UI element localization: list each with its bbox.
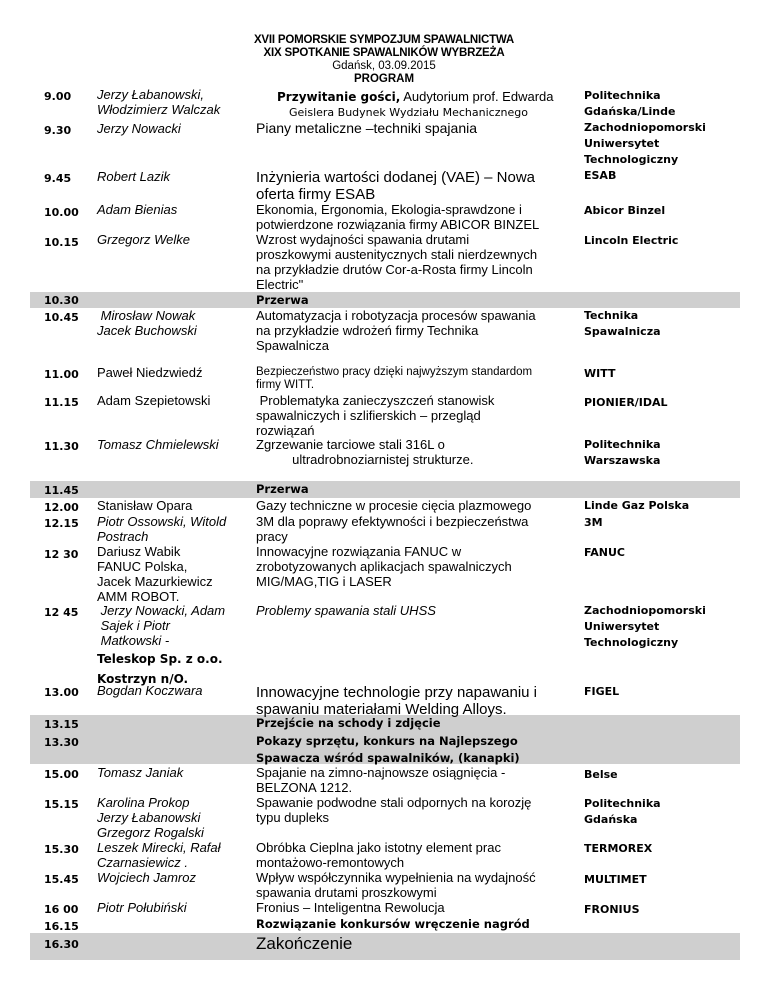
organization: FANUC <box>584 546 625 559</box>
session-title: Fronius – Inteligentna Rewolucja <box>256 900 445 915</box>
closing-label: Zakończenie <box>256 934 353 953</box>
session-title: Spawanie podwodne stali odpornych na korozję typu dupleks <box>256 795 532 825</box>
awards-label: Rozwiązanie konkursów wręczenie nagród <box>256 917 530 931</box>
organization: Politechnika Gdańska/Linde <box>584 89 676 118</box>
speaker-company: Teleskop Sp. z o.o. Kostrzyn n/O. <box>97 652 223 686</box>
time-label: 9.30 <box>44 124 72 137</box>
speaker: Tomasz Janiak <box>97 765 184 780</box>
time-label: 16.30 <box>44 938 79 951</box>
break-band-2 <box>30 481 740 498</box>
break-band-1 <box>30 292 740 308</box>
session-title: Innowacyjne technologie przy napawaniu i spawaniu materiałami Welding Alloys. <box>256 684 538 718</box>
organization: Politechnika Gdańska <box>584 797 661 826</box>
organization: Abicor Binzel <box>584 204 666 217</box>
speaker: Jerzy Nowacki, Adam Sajek i Piotr Matkowski - <box>100 603 226 648</box>
break-label: Przejście na schody i zdjęcie <box>256 716 441 730</box>
time-label: 13.30 <box>44 736 79 749</box>
time-label: 10.30 <box>44 294 79 307</box>
break-label: Przerwa <box>256 482 309 496</box>
session-title: Innowacyjne rozwiązania FANUC w zrobotyzowanych aplikacjach spawalniczych MIG/MAG,TIG i LASER <box>256 544 512 589</box>
time-label: 10.15 <box>44 236 79 249</box>
session-title: Gazy techniczne w procesie cięcia plazmowego <box>256 498 532 513</box>
organization: TERMOREX <box>584 842 653 855</box>
speaker: Robert Lazik <box>97 169 170 184</box>
session-title: Zgrzewanie tarciowe stali 316L o ultradrobnoziarnistej strukturze. <box>256 437 474 467</box>
time-label: 15.45 <box>44 873 79 886</box>
session-title: Automatyzacja i robotyzacja procesów spawania na przykładzie wdrożeń firmy Technika Spawalnicza <box>256 308 536 353</box>
title-bold: Przywitanie gości, <box>277 90 401 104</box>
time-label: 11.30 <box>44 440 79 453</box>
time-label: 12.00 <box>44 501 79 514</box>
speaker: Tomasz Chmielewski <box>97 437 219 452</box>
session-title: Spajanie na zimno-najnowsze osiągnięcia - BELZONA 1212. <box>256 765 506 795</box>
time-label: 12.15 <box>44 517 79 530</box>
session-title: Problematyka zanieczyszczeń stanowisk spawalniczych i szlifierskich – przegląd rozwiązań <box>256 393 495 438</box>
organization: PIONIER/IDAL <box>584 396 668 409</box>
speaker: Adam Bienias <box>97 202 178 217</box>
speaker: Jerzy Łabanowski, Włodzimierz Walczak <box>97 87 221 117</box>
speaker: Karolina Prokop Jerzy Łabanowski Grzegorz Rogalski <box>97 795 204 840</box>
session-title: Bezpieczeństwo pracy dzięki najwyższym standardom firmy WITT. <box>256 366 533 391</box>
organization: Zachodniopomorski Uniwersytet Technologiczny <box>584 604 706 649</box>
speaker: Mirosław Nowak Jacek Buchowski <box>97 308 197 338</box>
organization: Belse <box>584 768 618 781</box>
organization: Technika Spawalnicza <box>584 309 661 338</box>
organization: Lincoln Electric <box>584 234 679 247</box>
organization: Linde Gaz Polska <box>584 499 690 512</box>
organization: ESAB <box>584 169 617 182</box>
time-label: 11.15 <box>44 396 79 409</box>
session-title: Piany metaliczne –techniki spajania <box>256 120 478 136</box>
session-title: Wpływ współczynnika wypełnienia na wydajność spawania drutami proszkowymi <box>256 870 536 900</box>
closing-band <box>30 933 740 960</box>
speaker: Jerzy Nowacki <box>97 121 181 136</box>
time-label: 11.45 <box>44 484 79 497</box>
time-label: 10.45 <box>44 311 79 324</box>
header-title: XVII POMORSKIE SYMPOZJUM SPAWALNICTWA <box>253 34 515 46</box>
time-label: 13.15 <box>44 718 79 731</box>
organization: FIGEL <box>584 685 620 698</box>
header-program: PROGRAM <box>353 73 415 85</box>
session-title: Obróbka Cieplna jako istotny element prac montażowo-remontowych <box>256 840 501 870</box>
organization: Politechnika Warszawska <box>584 438 661 467</box>
speaker: Leszek Mirecki, Rafał Czarnasiewicz . <box>97 840 221 870</box>
time-label: 11.00 <box>44 368 79 381</box>
session-title: 3M dla poprawy efektywności i bezpieczeństwa pracy <box>256 514 529 544</box>
time-label: 13.00 <box>44 686 79 699</box>
organization: 3M <box>584 516 603 529</box>
organization: WITT <box>584 367 616 380</box>
session-title: Inżynieria wartości dodanej (VAE) – Nowa oferta firmy ESAB <box>256 169 536 203</box>
session-title <box>277 89 554 105</box>
time-label: 15.00 <box>44 768 79 781</box>
session-title: Wzrost wydajności spawania drutami proszkowymi austenitycznych stali nierdzewnych na przykładzie drutów Cor-a-Rosta firmy Lincoln Electric" <box>256 232 538 292</box>
organization: FRONIUS <box>584 903 640 916</box>
speaker: Paweł Niedzwiedź <box>97 365 203 380</box>
header-date: Gdańsk, 03.09.2015 <box>332 60 436 72</box>
speaker: Adam Szepietowski <box>97 393 211 408</box>
time-label: 15.15 <box>44 798 79 811</box>
time-label: 9.00 <box>44 90 72 103</box>
time-label: 16 00 <box>44 903 79 916</box>
organization: Zachodniopomorski Uniwersytet Technologiczny <box>584 121 706 166</box>
time-label: 15.30 <box>44 843 79 856</box>
speaker: Piotr Ossowski, Witold Postrach <box>97 514 227 544</box>
session-title: Problemy spawania stali UHSS <box>256 603 436 618</box>
speaker: Bogdan Koczwara <box>97 683 203 698</box>
speaker: Stanisław Opara <box>97 498 193 513</box>
break-label: Pokazy sprzętu, konkurs na Najlepszego Spawacza wśród spawalników, (kanapki) <box>256 734 520 765</box>
speaker: Piotr Połubiński <box>97 900 187 915</box>
speaker: Wojciech Jamroz <box>97 870 196 885</box>
time-label: 16.15 <box>44 920 79 933</box>
title-rest: Audytorium prof. Edwarda <box>400 89 554 104</box>
speaker: Dariusz Wabik FANUC Polska, Jacek Mazurkiewicz AMM ROBOT. <box>97 544 213 604</box>
header-subtitle: XIX SPOTKANIE SPAWALNIKÓW WYBRZEŻA <box>263 47 505 59</box>
time-label: 12 45 <box>44 606 79 619</box>
time-label: 10.00 <box>44 206 79 219</box>
organization: MULTIMET <box>584 873 647 886</box>
speaker: Grzegorz Welke <box>97 232 190 247</box>
time-label: 9.45 <box>44 172 72 185</box>
session-title: Ekonomia, Ergonomia, Ekologia-sprawdzone i potwierdzone rozwiązania firmy ABICOR BINZEL <box>256 202 540 232</box>
break-label: Przerwa <box>256 293 309 307</box>
session-location: Geislera Budynek Wydziału Mechanicznego <box>289 106 528 119</box>
time-label: 12 30 <box>44 548 79 561</box>
